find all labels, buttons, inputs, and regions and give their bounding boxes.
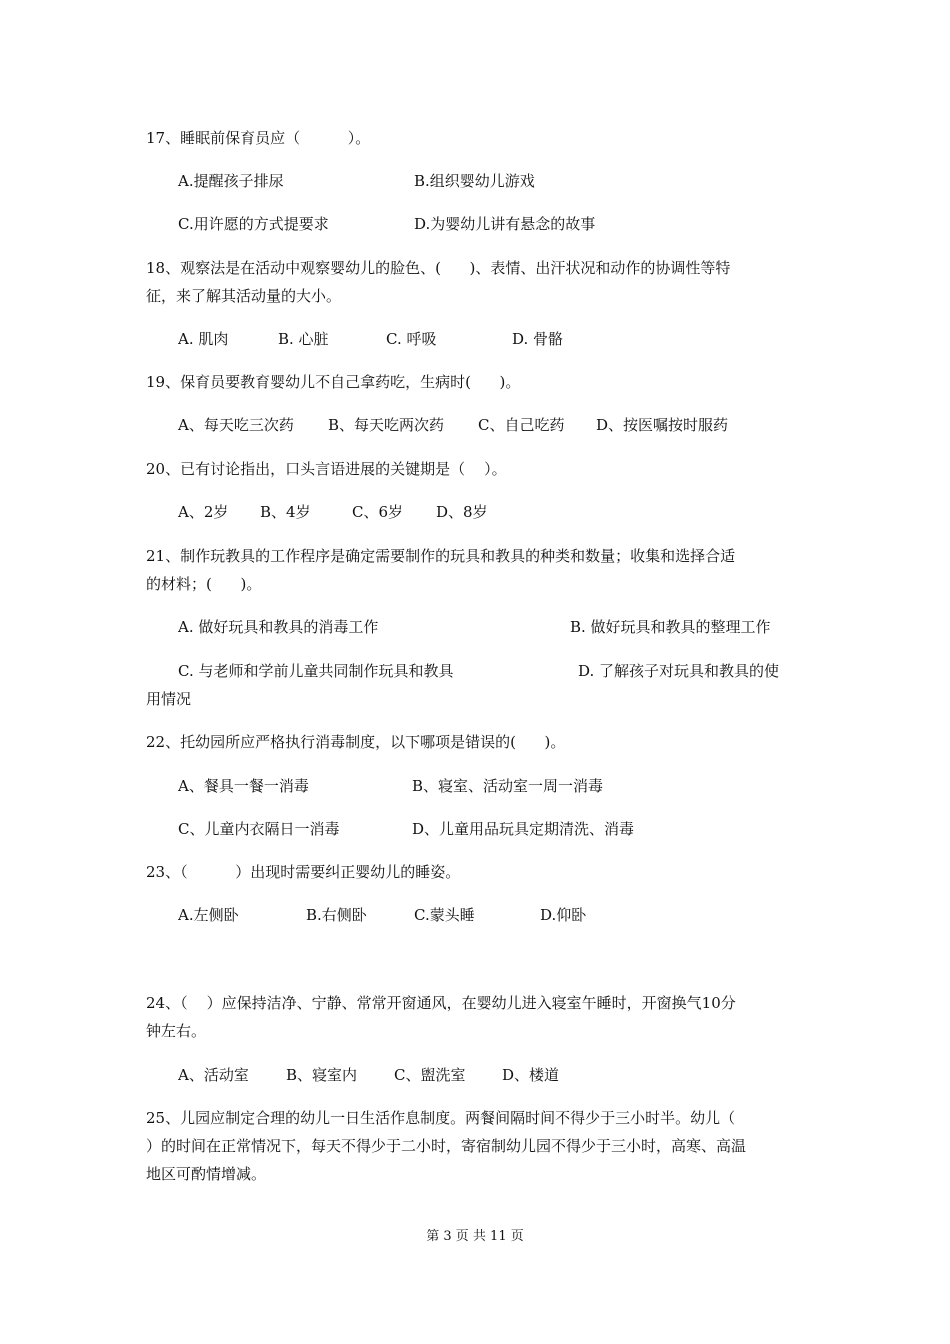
option-d-continued: 用情况 bbox=[146, 690, 192, 708]
option-b: B.组织婴幼儿游戏 bbox=[414, 172, 535, 190]
question-stem: 21、制作玩教具的工作程序是确定需要制作的玩具和教具的种类和数量；收集和选择合适 bbox=[146, 547, 736, 565]
option-a: A. 肌肉 bbox=[178, 330, 229, 348]
option-b: B、4岁 bbox=[260, 503, 311, 521]
option-b: B. 做好玩具和教具的整理工作 bbox=[570, 618, 771, 636]
option-c: C. 与老师和学前儿童共同制作玩具和教具 bbox=[178, 662, 454, 680]
option-c: C、盥洗室 bbox=[394, 1066, 466, 1084]
option-c: C、自己吃药 bbox=[478, 416, 565, 434]
option-b: B、每天吃两次药 bbox=[328, 416, 445, 434]
question-stem-continued: 钟左右。 bbox=[146, 1022, 207, 1040]
option-c: C. 呼吸 bbox=[386, 330, 437, 348]
option-a: A.左侧卧 bbox=[178, 906, 239, 924]
option-d: D、8岁 bbox=[436, 503, 488, 521]
option-b: B.右侧卧 bbox=[306, 906, 367, 924]
question-stem-continued: 地区可酌情增减。 bbox=[146, 1165, 267, 1183]
page-number: 第 3 页 共 11 页 bbox=[426, 1229, 524, 1244]
question-stem: 17、睡眠前保育员应（ ）。 bbox=[146, 129, 371, 147]
question-stem: 23、（ ）出现时需要纠正婴幼儿的睡姿。 bbox=[146, 863, 461, 881]
option-d: D.为婴幼儿讲有悬念的故事 bbox=[414, 215, 596, 233]
option-d: D. 了解孩子对玩具和教具的使 bbox=[578, 662, 780, 680]
option-b: B、寝室内 bbox=[286, 1066, 358, 1084]
option-b: B. 心脏 bbox=[278, 330, 329, 348]
option-b: B、寝室、活动室一周一消毒 bbox=[412, 777, 604, 795]
question-stem-continued: 的材料；( )。 bbox=[146, 575, 262, 593]
option-a: A、每天吃三次药 bbox=[178, 416, 294, 434]
option-a: A、活动室 bbox=[178, 1066, 249, 1084]
option-c: C、儿童内衣隔日一消毒 bbox=[178, 820, 340, 838]
question-stem: 25、儿园应制定合理的幼儿一日生活作息制度。两餐间隔时间不得少于三小时半。幼儿（ bbox=[146, 1109, 736, 1127]
option-a: A.提醒孩子排尿 bbox=[178, 172, 284, 190]
question-stem: 24、（ ）应保持洁净、宁静、常常开窗通风，在婴幼儿进入寝室午睡时，开窗换气10分 bbox=[146, 994, 736, 1012]
option-a: A. 做好玩具和教具的消毒工作 bbox=[178, 618, 379, 636]
question-stem: 22、托幼园所应严格执行消毒制度，以下哪项是错误的( )。 bbox=[146, 733, 566, 751]
option-c: C、6岁 bbox=[352, 503, 404, 521]
question-stem-continued: 征，来了解其活动量的大小。 bbox=[146, 287, 342, 305]
option-d: D、按医嘱按时服药 bbox=[596, 416, 729, 434]
option-d: D、楼道 bbox=[502, 1066, 560, 1084]
option-a: A、餐具一餐一消毒 bbox=[178, 777, 309, 795]
question-stem: 19、保育员要教育婴幼儿不自己拿药吃，生病时( )。 bbox=[146, 373, 521, 391]
question-stem: 20、已有讨论指出，口头言语进展的关键期是（ ）。 bbox=[146, 460, 507, 478]
option-a: A、2岁 bbox=[178, 503, 229, 521]
question-stem-continued: ）的时间在正常情况下，每天不得少于二小时，寄宿制幼儿园不得少于三小时，高寒、高温 bbox=[146, 1137, 747, 1155]
question-stem: 18、观察法是在活动中观察婴幼儿的脸色、( )、表情、出汗状况和动作的协调性等特 bbox=[146, 259, 731, 277]
option-c: C.用许愿的方式提要求 bbox=[178, 215, 329, 233]
option-d: D、儿童用品玩具定期清洗、消毒 bbox=[412, 820, 635, 838]
option-c: C.蒙头睡 bbox=[414, 906, 475, 924]
option-d: D.仰卧 bbox=[540, 906, 587, 924]
option-d: D. 骨骼 bbox=[512, 330, 564, 348]
